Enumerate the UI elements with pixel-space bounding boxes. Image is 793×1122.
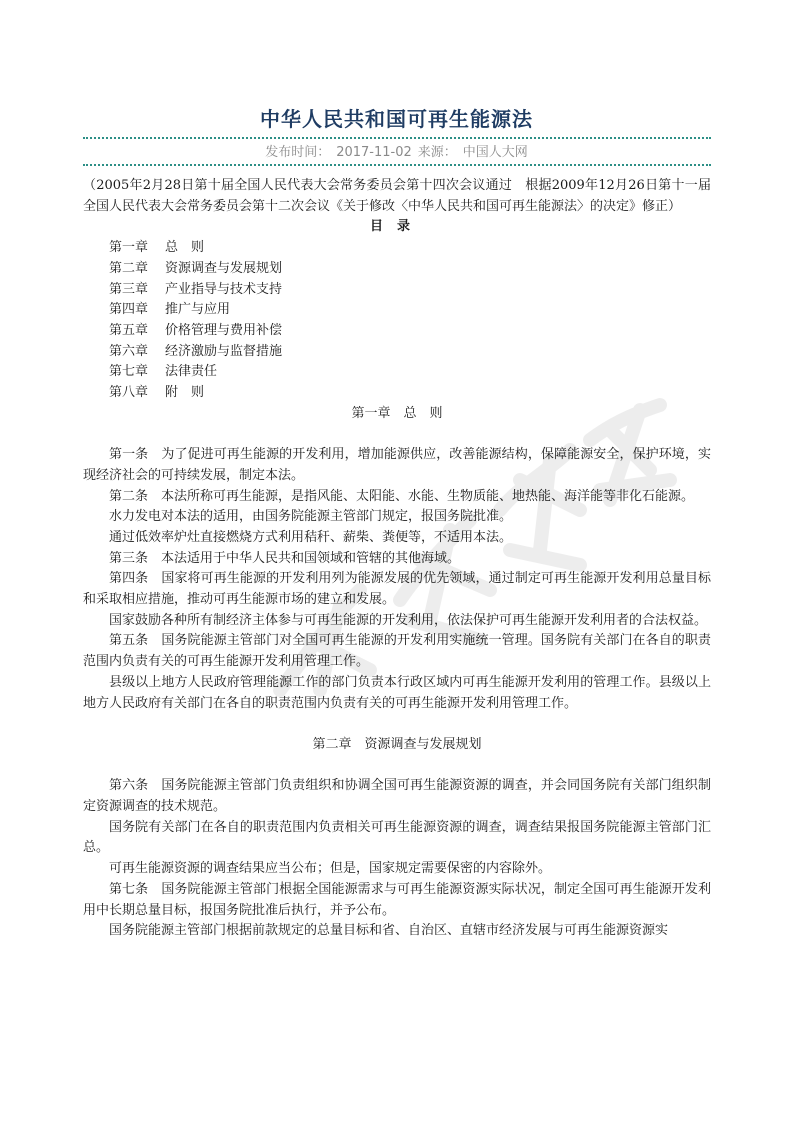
toc-item: 第八章 附 则 (109, 385, 205, 401)
law-body (83, 176, 711, 942)
toc-item: 第五章 价格管理与费用补偿 (109, 322, 283, 338)
article-paragraph: 国务院能源主管部门根据前款规定的总量目标和省、自治区、直辖市经济发展与可再生能源资源实 (109, 923, 669, 939)
article-paragraph: 第二条 本法所称可再生能源，是指风能、太阳能、水能、生物质能、地热能、海洋能等非化石能源。 (109, 488, 695, 504)
article-paragraph: 通过低效率炉灶直接燃烧方式利用秸秆、薪柴、粪便等，不适用本法。 (109, 529, 513, 545)
article-paragraph: 第六条 国务院能源主管部门负责组织和协调全国可再生能源资源的调查，并会同国务院有关部门组织制定资源调查的技术规范。 (83, 778, 711, 815)
toc-item: 第一章 总 则 (109, 240, 205, 256)
toc-title: 目录 (369, 219, 424, 235)
source-name: 中国人大网 (462, 145, 528, 160)
article-paragraph: 国务院有关部门在各自的职责范围内负责相关可再生能源资源的调查，调查结果报国务院能源主管部门汇总。 (83, 819, 711, 856)
article-paragraph: 可再生能源资源的调查结果应当公布；但是，国家规定需要保密的内容除外。 (109, 861, 552, 877)
toc-item: 第三章 产业指导与技术支持 (109, 281, 283, 297)
chapter-heading: 第一章 总 则 (351, 405, 443, 421)
toc-item: 第七章 法律责任 (109, 364, 218, 380)
article-paragraph: 第七条 国务院能源主管部门根据全国能源需求与可再生能源资源实际状况，制定全国可再生能源开发利用中长期总量目标，报国务院批准后执行，并予公布。 (83, 881, 711, 918)
toc-item: 第四章 推广与应用 (109, 302, 231, 318)
preface-note: （2005年2月28日第十届全国人民代表大会常务委员会第十四次会议通过 根据2009年12月26日第十一届全国人民代表大会常务委员会第十二次会议《关于修改〈中华人民共和国可再生能源法〉的决定》修正） (83, 178, 711, 214)
source-label: 来源： (417, 145, 457, 160)
article-paragraph: 水力发电对本法的适用，由国务院能源主管部门规定，报国务院批准。 (109, 509, 513, 525)
article-paragraph: 第四条 国家将可再生能源的开发利用列为能源发展的优先领域，通过制定可再生能源开发利用总量目标和采取相应措施，推动可再生能源市场的建立和发展。 (83, 571, 711, 608)
toc-item: 第二章 资源调查与发展规划 (109, 260, 283, 276)
article-paragraph: 县级以上地方人民政府管理能源工作的部门负责本行政区域内可再生能源开发利用的管理工作。县级以上地方人民政府有关部门在各自的职责范围内负责有关的可再生能源开发利用管理工作。 (83, 674, 711, 711)
chapter-heading: 第二章 资源调查与发展规划 (312, 736, 482, 752)
article-paragraph: 第五条 国务院能源主管部门对全国可再生能源的开发利用实施统一管理。国务院有关部门在各自的职责范围内负责有关的可再生能源开发利用管理工作。 (83, 633, 711, 670)
toc-item: 第六章 经济激励与监督措施 (109, 343, 283, 359)
article-paragraph: 国家鼓励各种所有制经济主体参与可再生能源的开发利用，依法保护可再生能源开发利用者的合法权益。 (109, 612, 708, 628)
published-date: 2017-11-02 (336, 145, 412, 160)
table-of-contents (83, 238, 711, 404)
meta-divider (83, 164, 711, 166)
article-paragraph: 第三条 本法适用于中华人民共和国领域和管辖的其他海域。 (109, 550, 461, 566)
title-divider (83, 137, 711, 139)
publish-meta (0, 141, 793, 160)
article-paragraph: 第一条 为了促进可再生能源的开发利用，增加能源供应，改善能源结构，保障能源安全，保护环境，实现经济社会的可持续发展，制定本法。 (83, 447, 711, 483)
page-title: 中华人民共和国可再生能源法 (260, 107, 533, 131)
published-label: 发布时间： (265, 145, 331, 160)
